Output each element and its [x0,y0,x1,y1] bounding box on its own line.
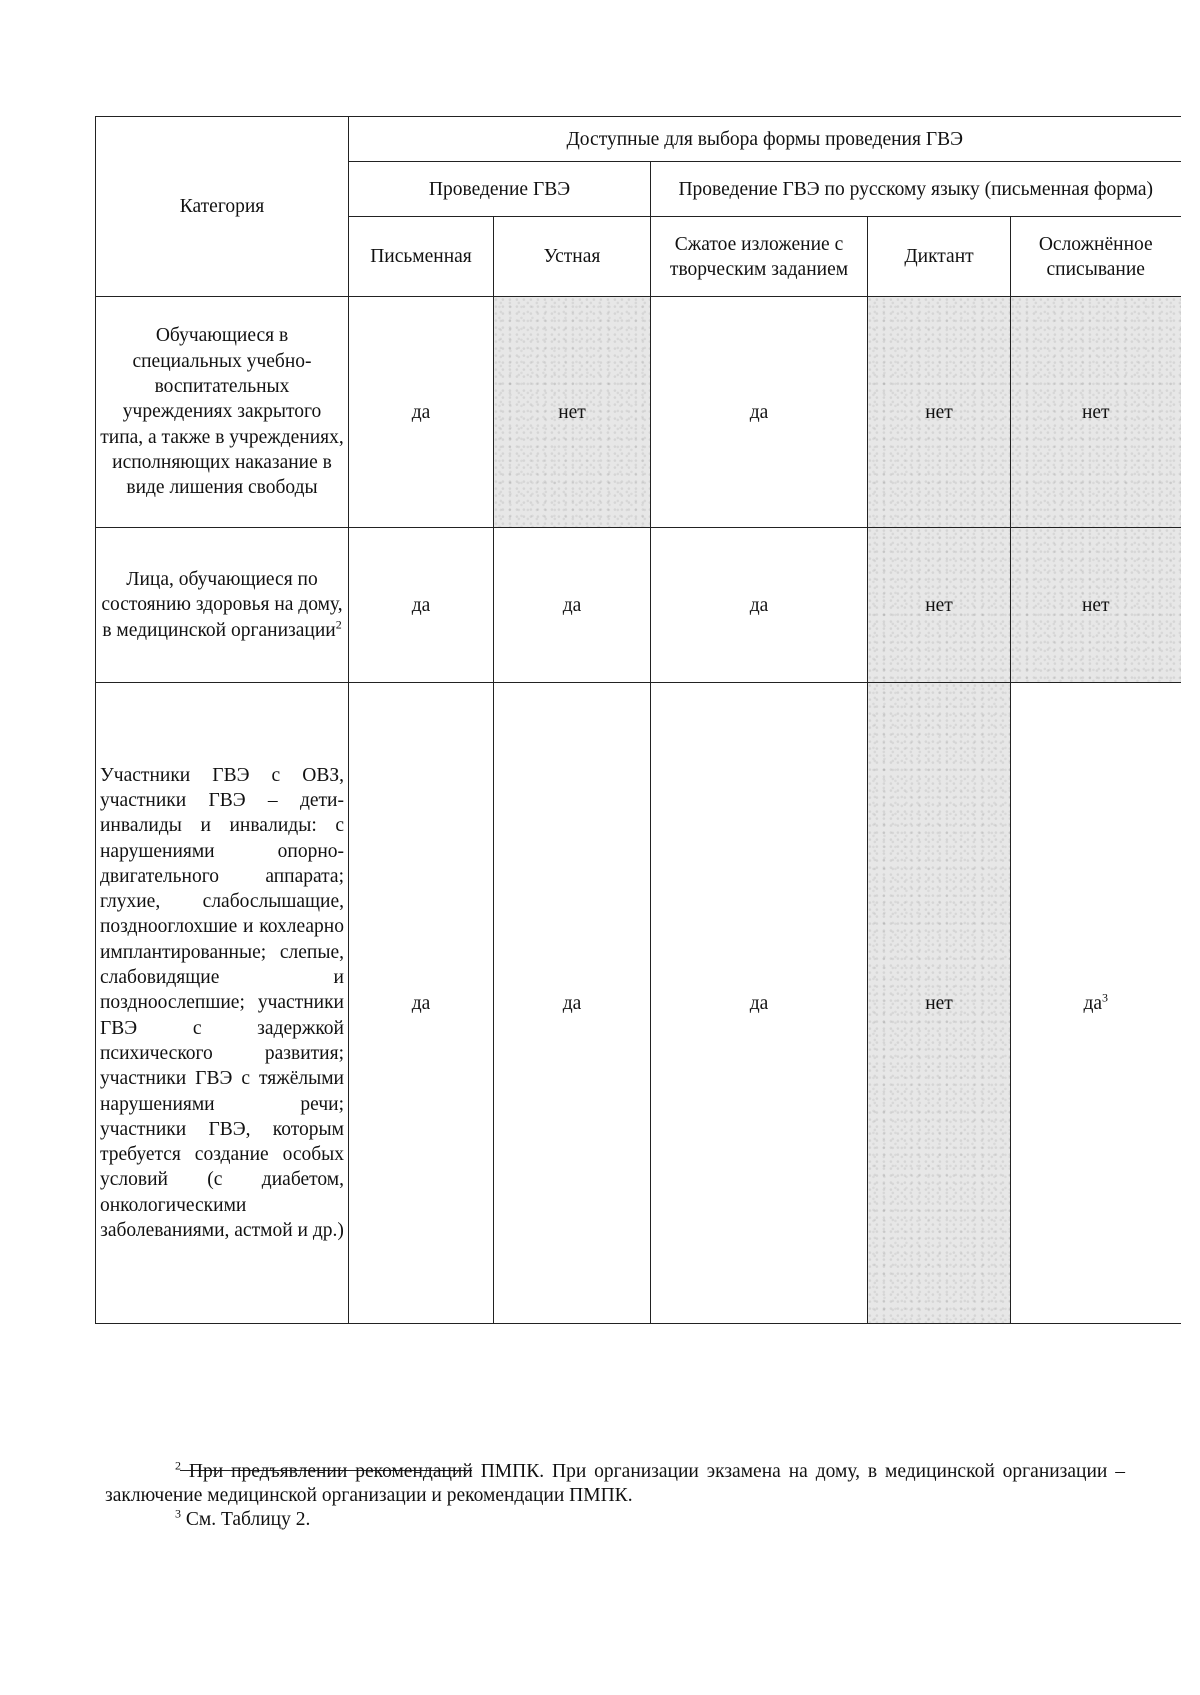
category-text: Лица, обучающиеся по состоянию здоровья на дому, в медицинской организации [101,569,343,641]
value-cell: да [651,683,868,1324]
column-header: Устная [494,217,651,297]
value-text: да [1083,992,1103,1014]
footnote [105,1460,1125,1508]
subheader-gve: Проведение ГВЭ [349,162,651,217]
footnote [105,1508,1125,1532]
footnote-number: 2 [175,1458,181,1473]
footnote-text: См. Таблицу 2. [185,1509,311,1530]
value-cell: да [494,683,651,1324]
value-cell: да [494,528,651,683]
column-header: Сжатое изложение с творческим заданием [651,217,868,297]
header-group: Доступные для выбора формы проведения ГВЭ [349,117,1181,162]
column-header: Письменная [349,217,494,297]
value-cell: нет [1011,297,1181,528]
header-category: Категория [96,117,349,297]
footnotes [105,1460,1125,1532]
value-cell: нет [1011,528,1181,683]
gve-forms-table [95,116,1181,1324]
footnote-number: 3 [175,1506,181,1521]
footnote-ref: 2 [335,617,342,632]
table-row [96,683,1181,1324]
value-cell: нет [868,528,1011,683]
category-cell [96,528,349,683]
category-cell: Обучающиеся в специальных учебно-воспитательных учреждениях закрытого типа, а также в учреждениях, исполняющих наказание в виде лишения свободы [96,297,349,528]
footnote-ref: 3 [1102,990,1109,1004]
footnote-text: При предъявлении рекомендаций ПМПК. При организации экзамена на дому, в медицинской организации – заключение медицинской организации и рекомендации ПМПК. [105,1461,1126,1506]
value-cell: да [651,297,868,528]
value-cell: нет [868,683,1011,1324]
value-cell: нет [868,297,1011,528]
value-cell: да [651,528,868,683]
category-cell: Участники ГВЭ с ОВЗ, участники ГВЭ – дети-инвалиды и инвалиды: с нарушениями опорно-двигательного аппарата; глухие, слабослышащие, позднооглохшие и кохлеарно имплантированные; слепые, слабовидящие и поздноослепшие; участники ГВЭ с задержкой психического развития; участники ГВЭ с тяжёлыми нарушениями речи; участники ГВЭ, которым требуется создание особых условий (с диабетом, онкологическими заболеваниями, астмой и др.) [96,683,349,1324]
value-cell: да [349,528,494,683]
value-cell: да [349,683,494,1324]
table-row [96,297,1181,528]
table-row [96,528,1181,683]
value-cell [1011,683,1181,1324]
column-header: Осложнённое списывание [1011,217,1181,297]
subheader-russian: Проведение ГВЭ по русскому языку (письменная форма) [651,162,1181,217]
column-header: Диктант [868,217,1011,297]
value-cell: да [349,297,494,528]
value-cell: нет [494,297,651,528]
